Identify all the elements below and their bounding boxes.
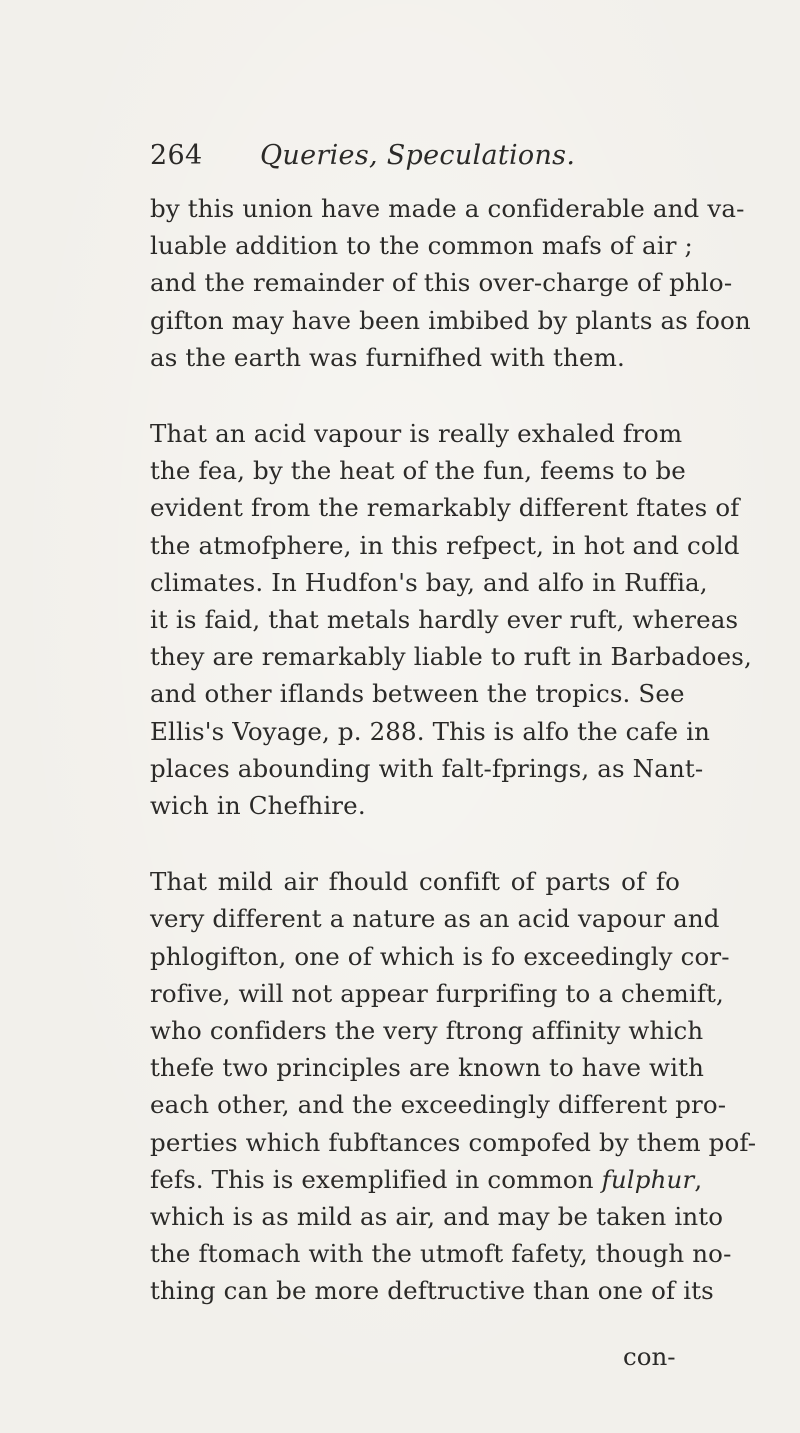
running-title: Queries, Speculations.: [260, 140, 576, 171]
text-line: the atmofphere, in this refpect, in hot and cold: [150, 530, 740, 560]
page-number: 264: [150, 140, 203, 171]
text-line: very different a nature as an acid vapour and: [150, 904, 720, 934]
text-line: as the earth was furnifhed with them.: [150, 342, 625, 372]
text-line: places abounding with falt-fprings, as Nant-: [150, 753, 704, 783]
text-line: they are remarkably liable to ruft in Barbadoes,: [150, 642, 752, 672]
running-header: [150, 140, 575, 171]
text-line: and the remainder of this over-charge of phlo-: [150, 268, 733, 298]
text-line: thefe two principles are known to have with: [150, 1053, 705, 1083]
body-text: [150, 190, 757, 1310]
text-line: the ftomach with the utmoft fafety, though no-: [150, 1239, 732, 1269]
text-line: perties which fubftances compofed by them pof-: [150, 1127, 757, 1157]
text-line: wich in Chefhire.: [150, 791, 366, 821]
text-line: thing can be more deftructive than one of its: [150, 1276, 714, 1306]
text-line: gifton may have been imbibed by plants as foon: [150, 305, 751, 335]
text-line: who confiders the very ftrong affinity which: [150, 1016, 704, 1046]
text-line: the fea, by the heat of the fun, feems to be: [150, 456, 686, 486]
text-line: climates. In Hudfon's bay, and alfo in Ruffia,: [150, 567, 708, 597]
text-line: it is faid, that metals hardly ever ruft, whereas: [150, 605, 739, 635]
paragraph-2: [150, 415, 752, 824]
text-line: Ellis's Voyage, p. 288. This is alfo the cafe in: [150, 716, 711, 746]
text-line: which is as mild as air, and may be taken into: [150, 1202, 724, 1232]
catchword: con-: [623, 1342, 676, 1371]
text-line: evident from the remarkably different ftates of: [150, 493, 740, 523]
text-line: luable addition to the common mafs of air ;: [150, 231, 693, 261]
text-line: phlogifton, one of which is fo exceedingly cor-: [150, 941, 730, 971]
text-line: fefs. This is exemplified in common fulphur,: [150, 1164, 703, 1194]
text-line: That mild air fhould confift of parts of fo: [150, 867, 680, 897]
text-line: That an acid vapour is really exhaled from: [150, 419, 683, 449]
text-line: rofive, will not appear furprifing to a chemift,: [150, 978, 724, 1008]
text-line: and other iflands between the tropics. See: [150, 679, 685, 709]
paragraph-1: [150, 190, 751, 376]
text-line: by this union have made a confiderable and va-: [150, 194, 745, 223]
paragraph-3: [150, 863, 757, 1309]
text-line: each other, and the exceedingly different pro-: [150, 1090, 727, 1120]
